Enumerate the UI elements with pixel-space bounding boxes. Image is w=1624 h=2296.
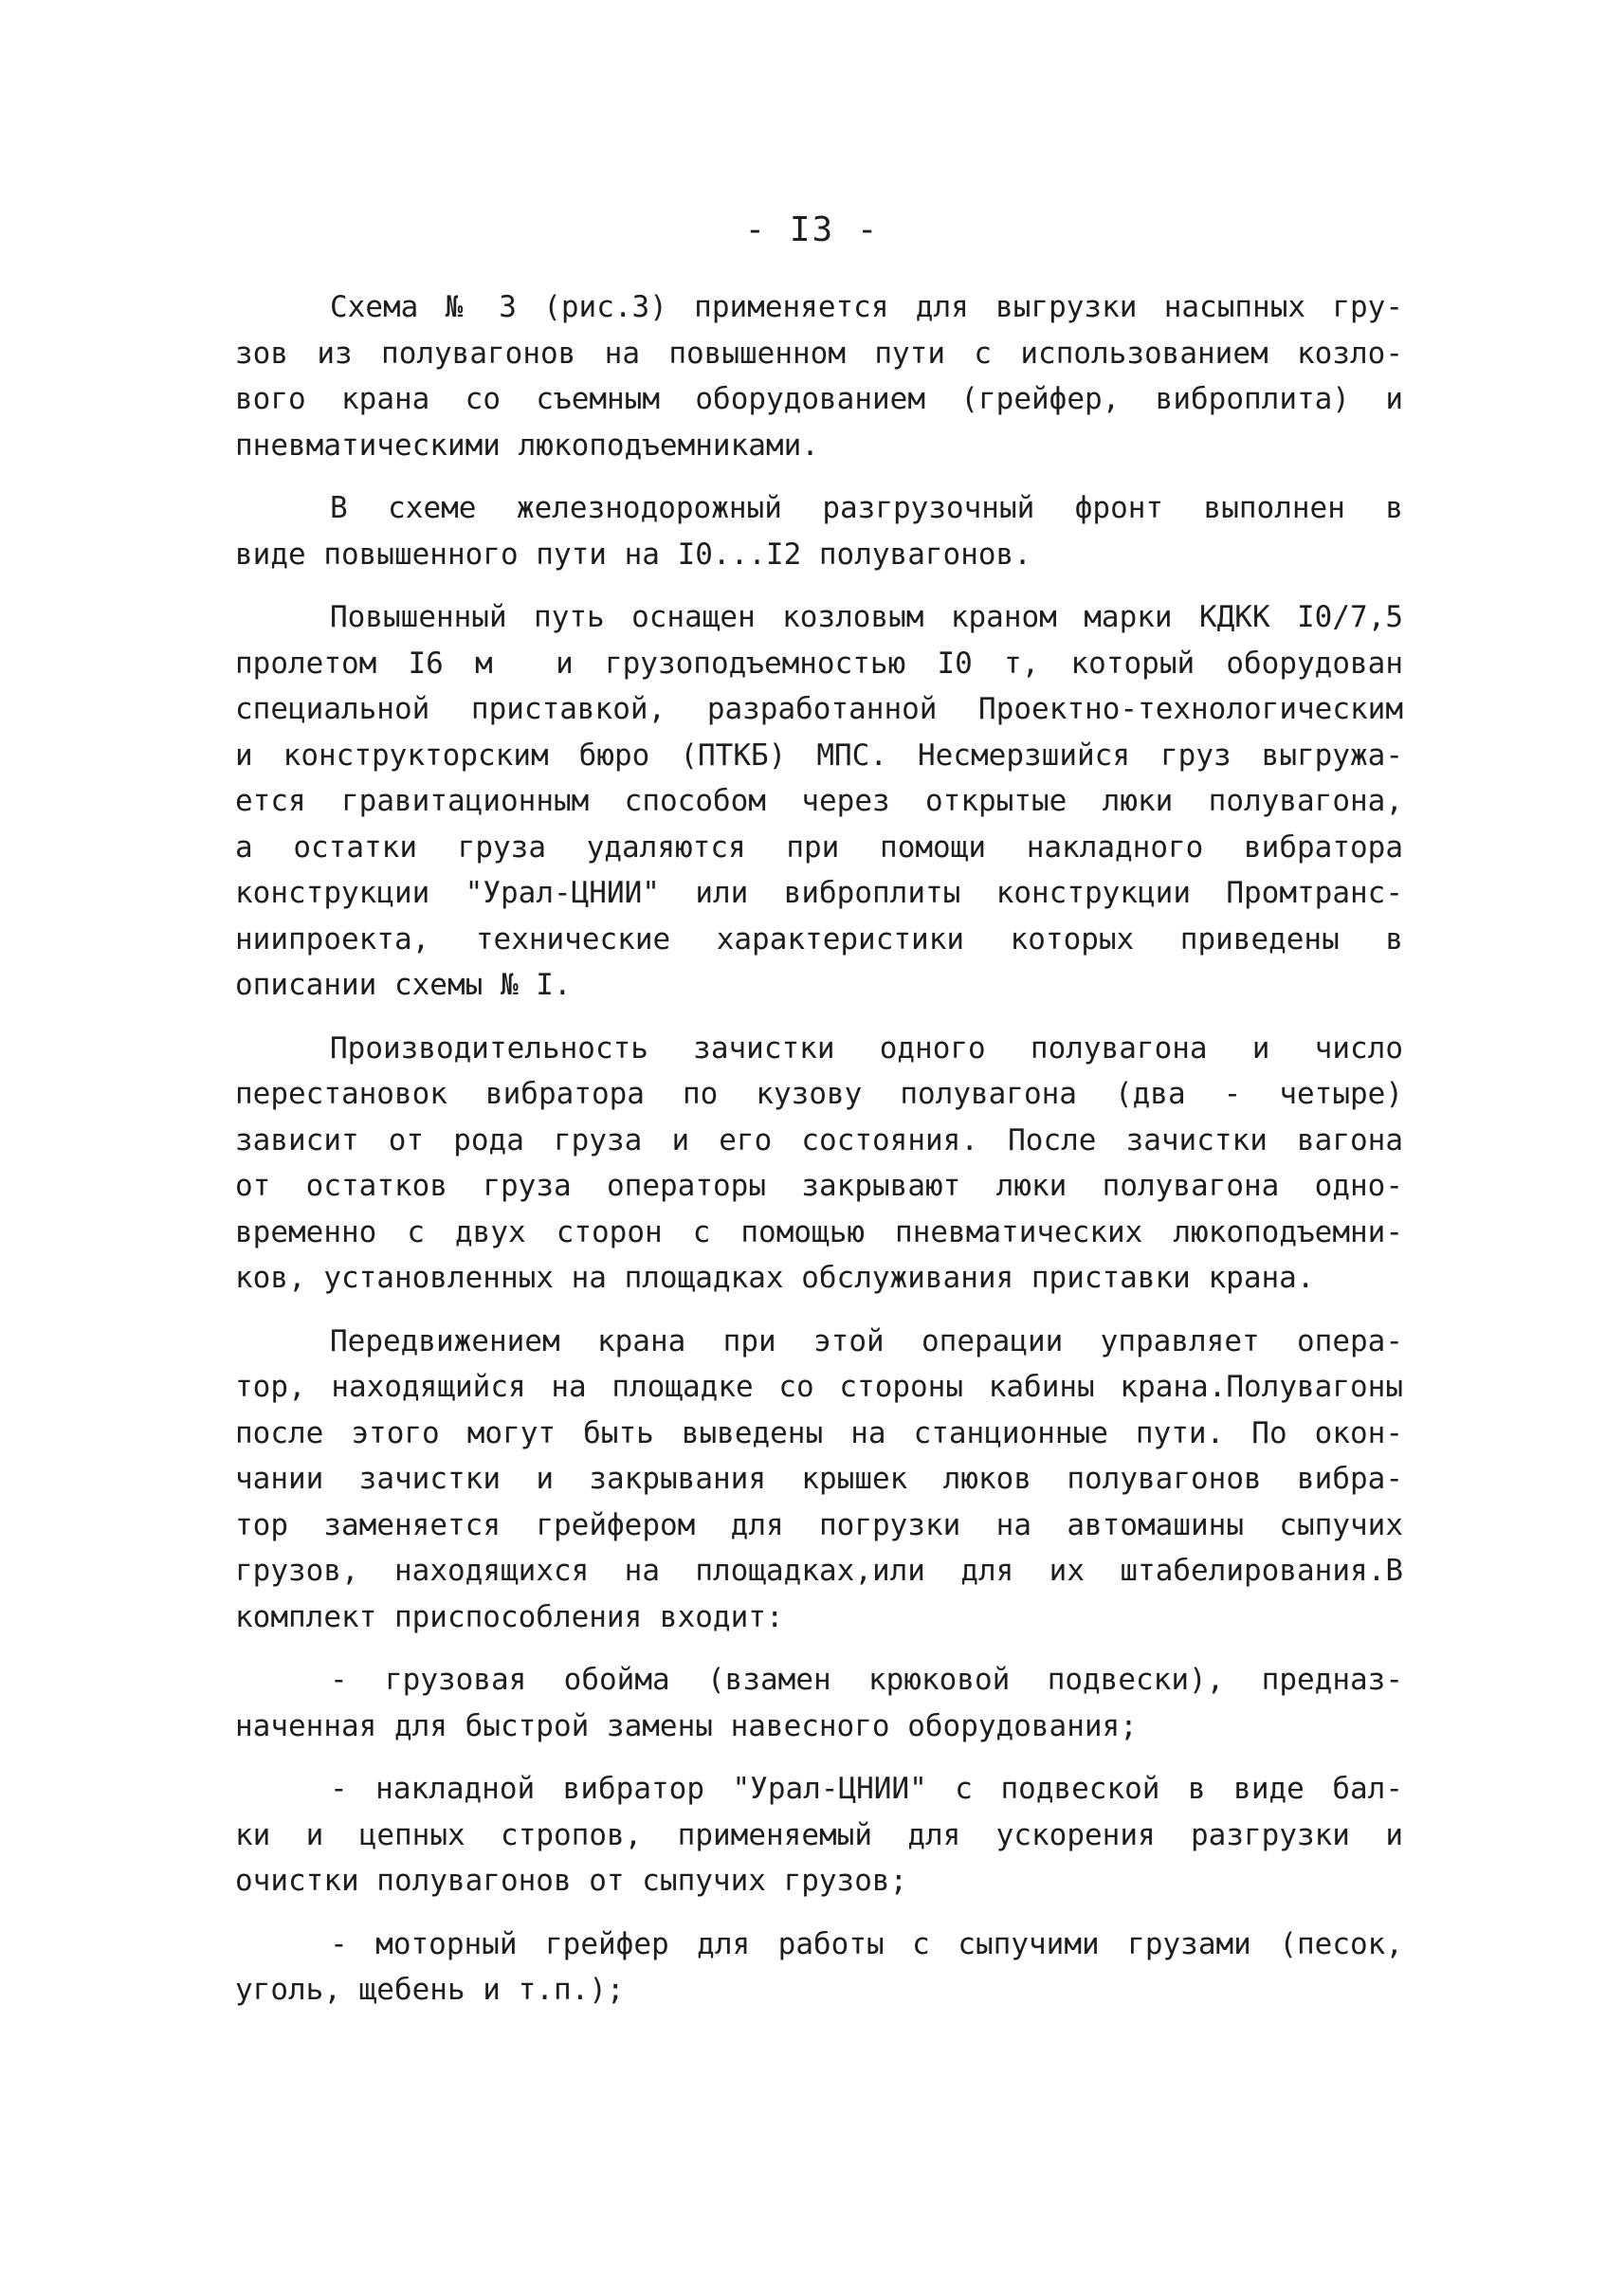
text-line: от остатков груза операторы закрывают люки полувагона одно-	[235, 1169, 1403, 1203]
paragraph-raised-track	[235, 594, 1403, 1009]
text-line: виде повышенного пути на I0...I2 полувагонов.	[235, 537, 1031, 572]
paragraph-unloading-front	[235, 485, 1403, 577]
text-line: ется гравитационным способом через открытые люки полувагона,	[235, 784, 1403, 818]
text-line: Схема № 3 (рис.3) применяется для выгрузки насыпных гру-	[330, 290, 1403, 324]
text-line: уголь, щебень и т.п.);	[235, 1973, 625, 2007]
text-line: Передвижением крана при этой операции управляет опера-	[330, 1323, 1403, 1358]
text-line: после этого могут быть выведены на станционные пути. По окон-	[235, 1415, 1403, 1450]
page-number: - I3 -	[744, 210, 880, 249]
text-line: ниипроекта, технические характеристики которых приведены в	[235, 921, 1403, 957]
list-item-load-holder	[235, 1657, 1403, 1749]
text-line: - грузовая обойма (взамен крюковой подвески), предназ-	[330, 1663, 1403, 1697]
text-line: Повышенный путь оснащен козловым краном марки КДКК I0/7,5	[330, 600, 1403, 634]
text-line: - моторный грейфер для работы с сыпучими грузами (песок,	[330, 1926, 1403, 1961]
text-line: Производительность зачистки одного полувагона и число	[330, 1030, 1403, 1066]
text-line: зов из полувагонов на повышенном пути с использованием козло-	[235, 336, 1403, 371]
paragraph-productivity	[235, 1026, 1403, 1302]
text-line: грузов, находящихся на площадках,или для их штабелирования.В	[235, 1554, 1403, 1588]
text-line: наченная для быстрой замены навесного оборудования;	[235, 1708, 1138, 1743]
text-line: ков, установленных на площадках обслуживания приставки крана.	[235, 1261, 1315, 1295]
text-line: временно с двух сторон с помощью пневматических люкоподъемни-	[235, 1214, 1403, 1249]
text-line: В схеме железнодорожный разгрузочный фронт выполнен в	[330, 491, 1403, 525]
text-line: зависит от рода груза и его состояния. После зачистки вагона	[235, 1122, 1403, 1157]
text-line: описании схемы № I.	[235, 968, 572, 1002]
text-line: конструкции "Урал-ЦНИИ" или виброплиты конструкции Промтранс-	[235, 876, 1403, 910]
text-line: перестановок вибратора по кузову полувагона (два - четыре)	[235, 1077, 1403, 1111]
text-line: пневматическими люкоподъемниками.	[235, 428, 819, 463]
document-body	[235, 284, 1403, 2031]
text-line: ки и цепных стропов, применяемый для ускорения разгрузки и	[235, 1817, 1403, 1852]
text-line: а остатки груза удаляются при помощи накладного вибратора	[235, 829, 1403, 865]
text-line: тор, находящийся на площадке со стороны кабины крана.Полувагоны	[235, 1370, 1403, 1404]
list-item-motor-grab	[235, 1922, 1403, 2014]
text-line: пролетом I6 м и грузоподъемностью I0 т, который оборудован	[235, 646, 1403, 681]
text-line: очистки полувагонов от сыпучих грузов;	[235, 1864, 908, 1898]
paragraph-crane-movement	[235, 1319, 1403, 1641]
text-line: специальной приставкой, разработанной Проектно-технологическим	[235, 692, 1403, 726]
text-line: чании зачистки и закрывания крышек люков полувагонов вибра-	[235, 1462, 1403, 1496]
text-line: вого крана со съемным оборудованием (грейфер, виброплита) и	[235, 382, 1403, 416]
text-line: тор заменяется грейфером для погрузки на автомашины сыпучих	[235, 1507, 1403, 1542]
text-line: комплект приспособления входит:	[235, 1599, 784, 1634]
text-line: и конструкторским бюро (ПТКБ) МПС. Несмерзшийся груз выгружа-	[235, 738, 1403, 773]
list-item-vibrator	[235, 1766, 1403, 1904]
text-line: - накладной вибратор "Урал-ЦНИИ" с подвеской в виде бал-	[330, 1772, 1403, 1806]
paragraph-scheme-3	[235, 284, 1403, 468]
